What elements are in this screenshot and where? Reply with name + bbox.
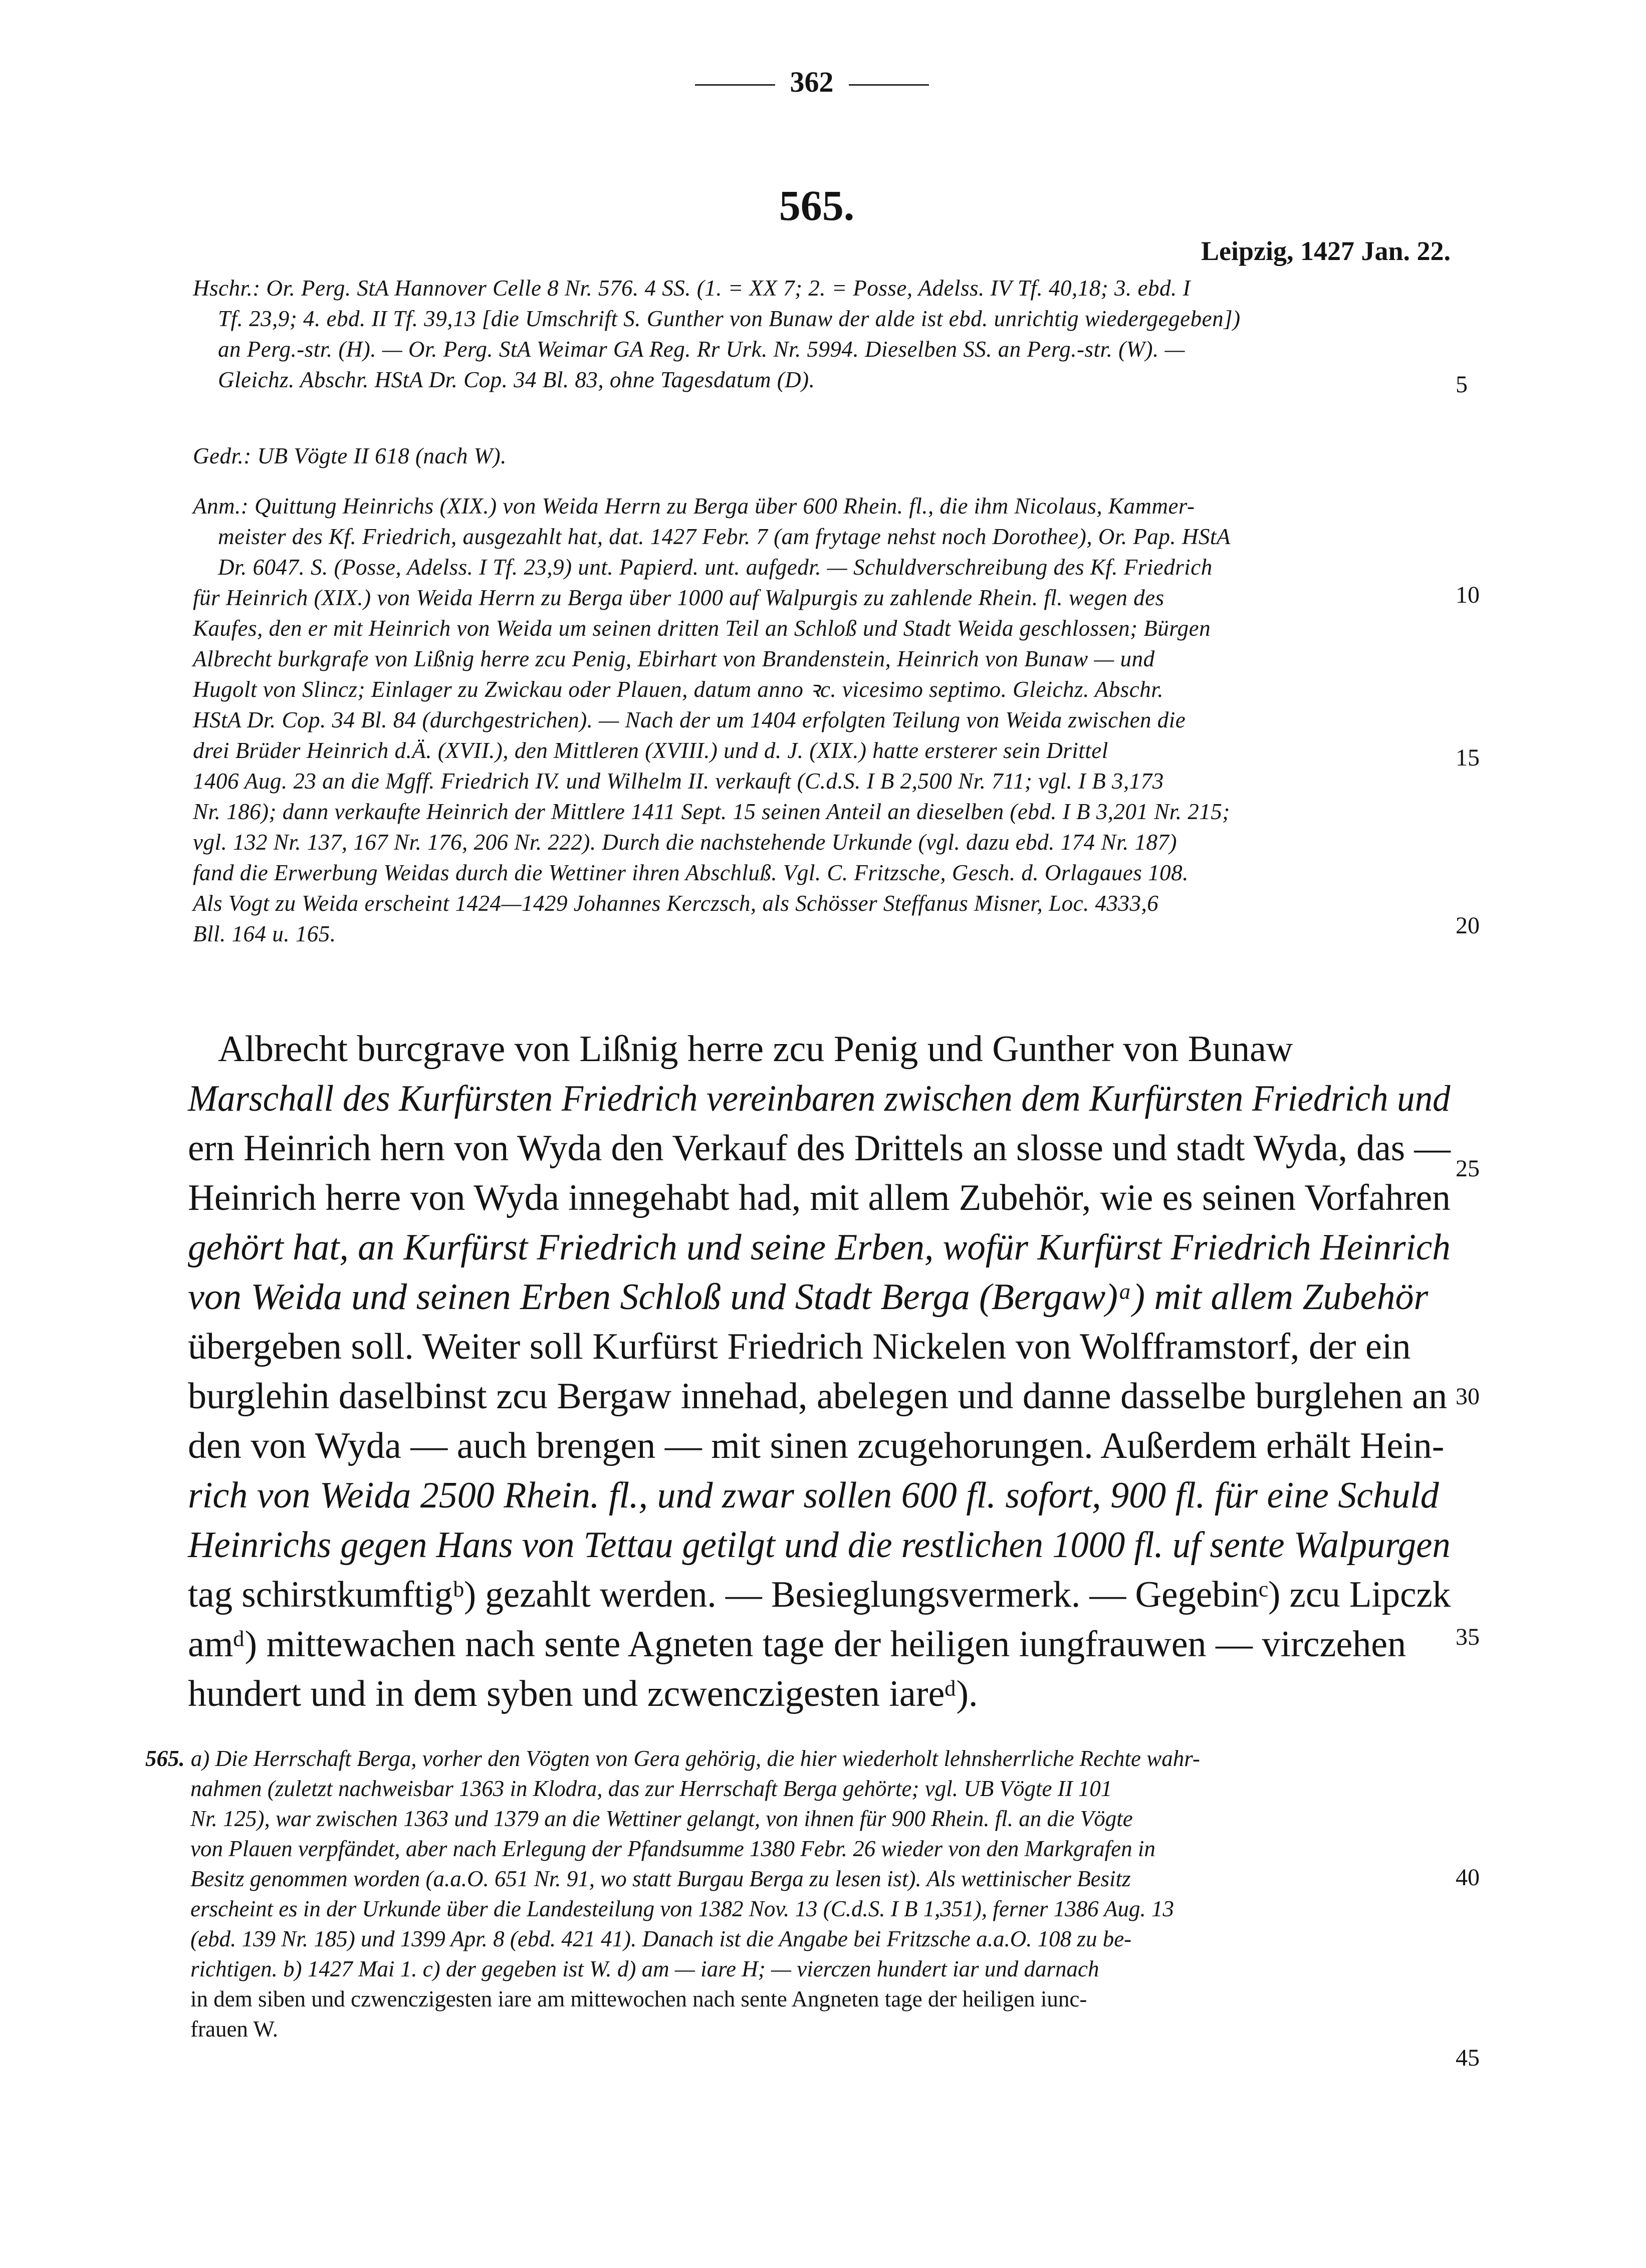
anm-line: fand die Erwerbung Weidas durch die Wettiner ihren Abschluß. Vgl. C. Fritzsche, Gesch. d. Orlagaues 108. (193, 860, 1189, 885)
main-text-line: den von Wyda — auch brengen — mit sinen zcugehorungen. Außerdem erhält Hein- (188, 1425, 1445, 1466)
main-text-line: von Weida und seinen Erben Schloß und Stadt Berga (Bergaw)ᵃ) mit allem Zubehör (188, 1277, 1429, 1318)
margin-line-number: 5 (1456, 371, 1468, 398)
annotation (193, 491, 1456, 949)
footnote-text: a) Die Herrschaft Berga, vorher den Vögten von Gera gehörig, die hier wiederholt lehnsherrliche Rechte wahr- (190, 1746, 1200, 1771)
anm-line: meister des Kf. Friedrich, ausgezahlt hat, dat. 1427 Febr. 7 (am frytage nehst noch Dorothee), Or. Pap. HStA (218, 524, 1231, 549)
margin-line-number: 25 (1456, 1155, 1480, 1182)
anm-line: für Heinrich (XIX.) von Weida Herrn zu Berga über 1000 auf Walpurgis zu zahlende Rhein. fl. wegen des (193, 585, 1164, 610)
anm-line: drei Brüder Heinrich d.Ä. (XVII.), den Mittleren (XVIII.) und d. J. (XIX.) hatte ersterer sein Drittel (193, 738, 1108, 763)
main-text-line: gehört hat, an Kurfürst Friedrich und seine Erben, wofür Kurfürst Friedrich Heinrich (188, 1227, 1451, 1268)
margin-line-number: 40 (1456, 1864, 1480, 1891)
margin-line-number: 45 (1456, 2045, 1480, 2071)
header-rule-right (849, 84, 929, 86)
footnote-line: Nr. 125), war zwischen 1363 und 1379 an die Wettiner gelangt, von ihnen für 900 Rhein. fl. an die Vögte (190, 1806, 1133, 1831)
anm-line: Bll. 164 u. 165. (193, 921, 336, 946)
footnote-number: 565. (145, 1746, 185, 1771)
main-text-line: amᵈ) mittewachen nach sente Agneten tage der heiligen iungfrauwen — virczehen (188, 1624, 1406, 1665)
anm-line: Als Vogt zu Weida erscheint 1424—1429 Johannes Kerczsch, als Schösser Steffanus Misner, Loc. 4333,6 (193, 891, 1159, 916)
footnote-line: in dem siben und czwenczigesten iare am mittewochen nach sente Angneten tage der heiligen iunc- (190, 1986, 1087, 2011)
page-number: 362 (790, 66, 834, 98)
margin-line-number: 15 (1456, 744, 1480, 771)
footnote-line: erscheint es in der Urkunde über die Landesteilung von 1382 Nov. 13 (C.d.S. I B 1,351), ferner 1386 Aug. 13 (190, 1896, 1174, 1921)
margin-line-number: 20 (1456, 912, 1480, 939)
footnotes (145, 1743, 1448, 2044)
anm-line: Nr. 186); dann verkaufte Heinrich der Mittlere 1411 Sept. 15 seinen Anteil an dieselben (ebd. I B 3,201 Nr. 215; (193, 799, 1230, 824)
anm-line: Dr. 6047. S. (Posse, Adelss. I Tf. 23,9) unt. Papierd. unt. aufgedr. — Schuldverschreibung des Kf. Friedrich (218, 555, 1213, 580)
anm-line: HStA Dr. Cop. 34 Bl. 84 (durchgestrichen). — Nach der um 1404 erfolgten Teilung von Weida zwischen die (193, 707, 1186, 732)
main-text-line: hundert und in dem syben und zcwenczigesten iareᵈ). (188, 1673, 978, 1714)
main-text-line: Heinrich herre von Wyda innegehabt had, mit allem Zubehör, wie es seinen Vorfahren (188, 1177, 1451, 1218)
anm-line: vgl. 132 Nr. 137, 167 Nr. 176, 206 Nr. 222). Durch die nachstehende Urkunde (vgl. dazu ebd. 174 Nr. 187) (193, 830, 1177, 855)
footnote-line (145, 1743, 1448, 1774)
main-text-line: rich von Weida 2500 Rhein. fl., und zwar sollen 600 fl. sofort, 900 fl. für eine Schuld (188, 1475, 1439, 1516)
hschr-line: an Perg.-str. (H). — Or. Perg. StA Weimar GA Reg. Rr Urk. Nr. 5994. Dieselben SS. an Perg.-str. (W). — (218, 337, 1186, 362)
footnote-line: (ebd. 139 Nr. 185) und 1399 Apr. 8 (ebd. 421 41). Danach ist die Angabe bei Fritzsche a.a.O. 108 zu be- (190, 1926, 1132, 1951)
hschr-line: Tf. 23,9; 4. ebd. II Tf. 39,13 [die Umschrift S. Gunther von Bunaw der alde ist ebd. unrichtig wiedergegeben]) (218, 306, 1241, 331)
gedr-line: Gedr.: UB Vögte II 618 (nach W). (193, 443, 507, 468)
margin-line-number: 35 (1456, 1624, 1480, 1650)
anm-line: Kaufes, den er mit Heinrich von Weida um seinen dritten Teil an Schloß und Stadt Weida geschlossen; Bürgen (193, 616, 1211, 641)
main-text-line: Heinrichs gegen Hans von Tettau getilgt und die restlichen 1000 fl. uf sente Walpurgen (188, 1525, 1451, 1566)
header-rule-left (695, 84, 775, 86)
anm-line: Albrecht burkgrafe von Lißnig herre zcu Penig, Ebirhart von Brandenstein, Heinrich von Bunaw — und (193, 646, 1155, 671)
page-header (636, 65, 987, 99)
footnote-line: richtigen. b) 1427 Mai 1. c) der gegeben ist W. d) am — iare H; — vierczen hundert iar und darnach (190, 1956, 1099, 1981)
anm-line: 1406 Aug. 23 an die Mgff. Friedrich IV. und Wilhelm II. verkauft (C.d.S. I B 2,500 Nr. 711; vgl. I B 3,173 (193, 769, 1164, 794)
main-text-line: tag schirstkumftigᵇ) gezahlt werden. — Besieglungsvermerk. — Gegebinᶜ) zcu Lipczk (188, 1574, 1451, 1615)
margin-line-number: 30 (1456, 1383, 1480, 1410)
main-text (188, 1025, 1451, 1719)
footnote-line: nahmen (zuletzt nachweisbar 1363 in Klodra, das zur Herrschaft Berga gehörte; vgl. UB Vögte II 101 (190, 1776, 1112, 1801)
printed-edition (193, 441, 1456, 471)
footnote-line: von Plauen verpfändet, aber nach Erlegung der Pfandsumme 1380 Febr. 26 wieder von den Markgrafen in (190, 1836, 1155, 1861)
document-number: 565. (779, 181, 855, 229)
footnote-line: frauen W. (190, 2017, 278, 2042)
main-text-line: Albrecht burcgrave von Lißnig herre zcu Penig und Gunther von Bunaw (218, 1029, 1293, 1070)
main-text-line: burglehin daselbinst zcu Bergaw innehad, abelegen und danne dasselbe burglehen an (188, 1376, 1448, 1417)
hschr-line: Gleichz. Abschr. HStA Dr. Cop. 34 Bl. 83, ohne Tagesdatum (D). (218, 367, 815, 392)
manuscript-tradition (193, 273, 1456, 395)
anm-line: Anm.: Quittung Heinrichs (XIX.) von Weida Herrn zu Berga über 600 Rhein. fl., die ihm Nicolaus, Kammer- (193, 493, 1195, 519)
main-text-line: übergeben soll. Weiter soll Kurfürst Friedrich Nickelen von Wolfframstorf, der ein (188, 1326, 1411, 1367)
anm-line: Hugolt von Slincz; Einlager zu Zwickau oder Plauen, datum anno ꝛc. vicesimo septimo. Gleichz. Abschr. (193, 677, 1164, 702)
hschr-line: Hschr.: Or. Perg. StA Hannover Celle 8 Nr. 576. 4 SS. (1. = XX 7; 2. = Posse, Adelss. IV Tf. 40,18; 3. ebd. I (193, 276, 1191, 301)
footnote-line: Besitz genommen worden (a.a.O. 651 Nr. 91, wo statt Burgau Berga zu lesen ist). Als wettinischer Besitz (190, 1866, 1131, 1891)
place-date: Leipzig, 1427 Jan. 22. (1201, 236, 1451, 266)
main-text-line: ern Heinrich hern von Wyda den Verkauf des Drittels an slosse und stadt Wyda, das — (188, 1128, 1451, 1169)
margin-line-number: 10 (1456, 582, 1480, 608)
main-text-line: Marschall des Kurfürsten Friedrich vereinbaren zwischen dem Kurfürsten Friedrich und (188, 1078, 1451, 1119)
